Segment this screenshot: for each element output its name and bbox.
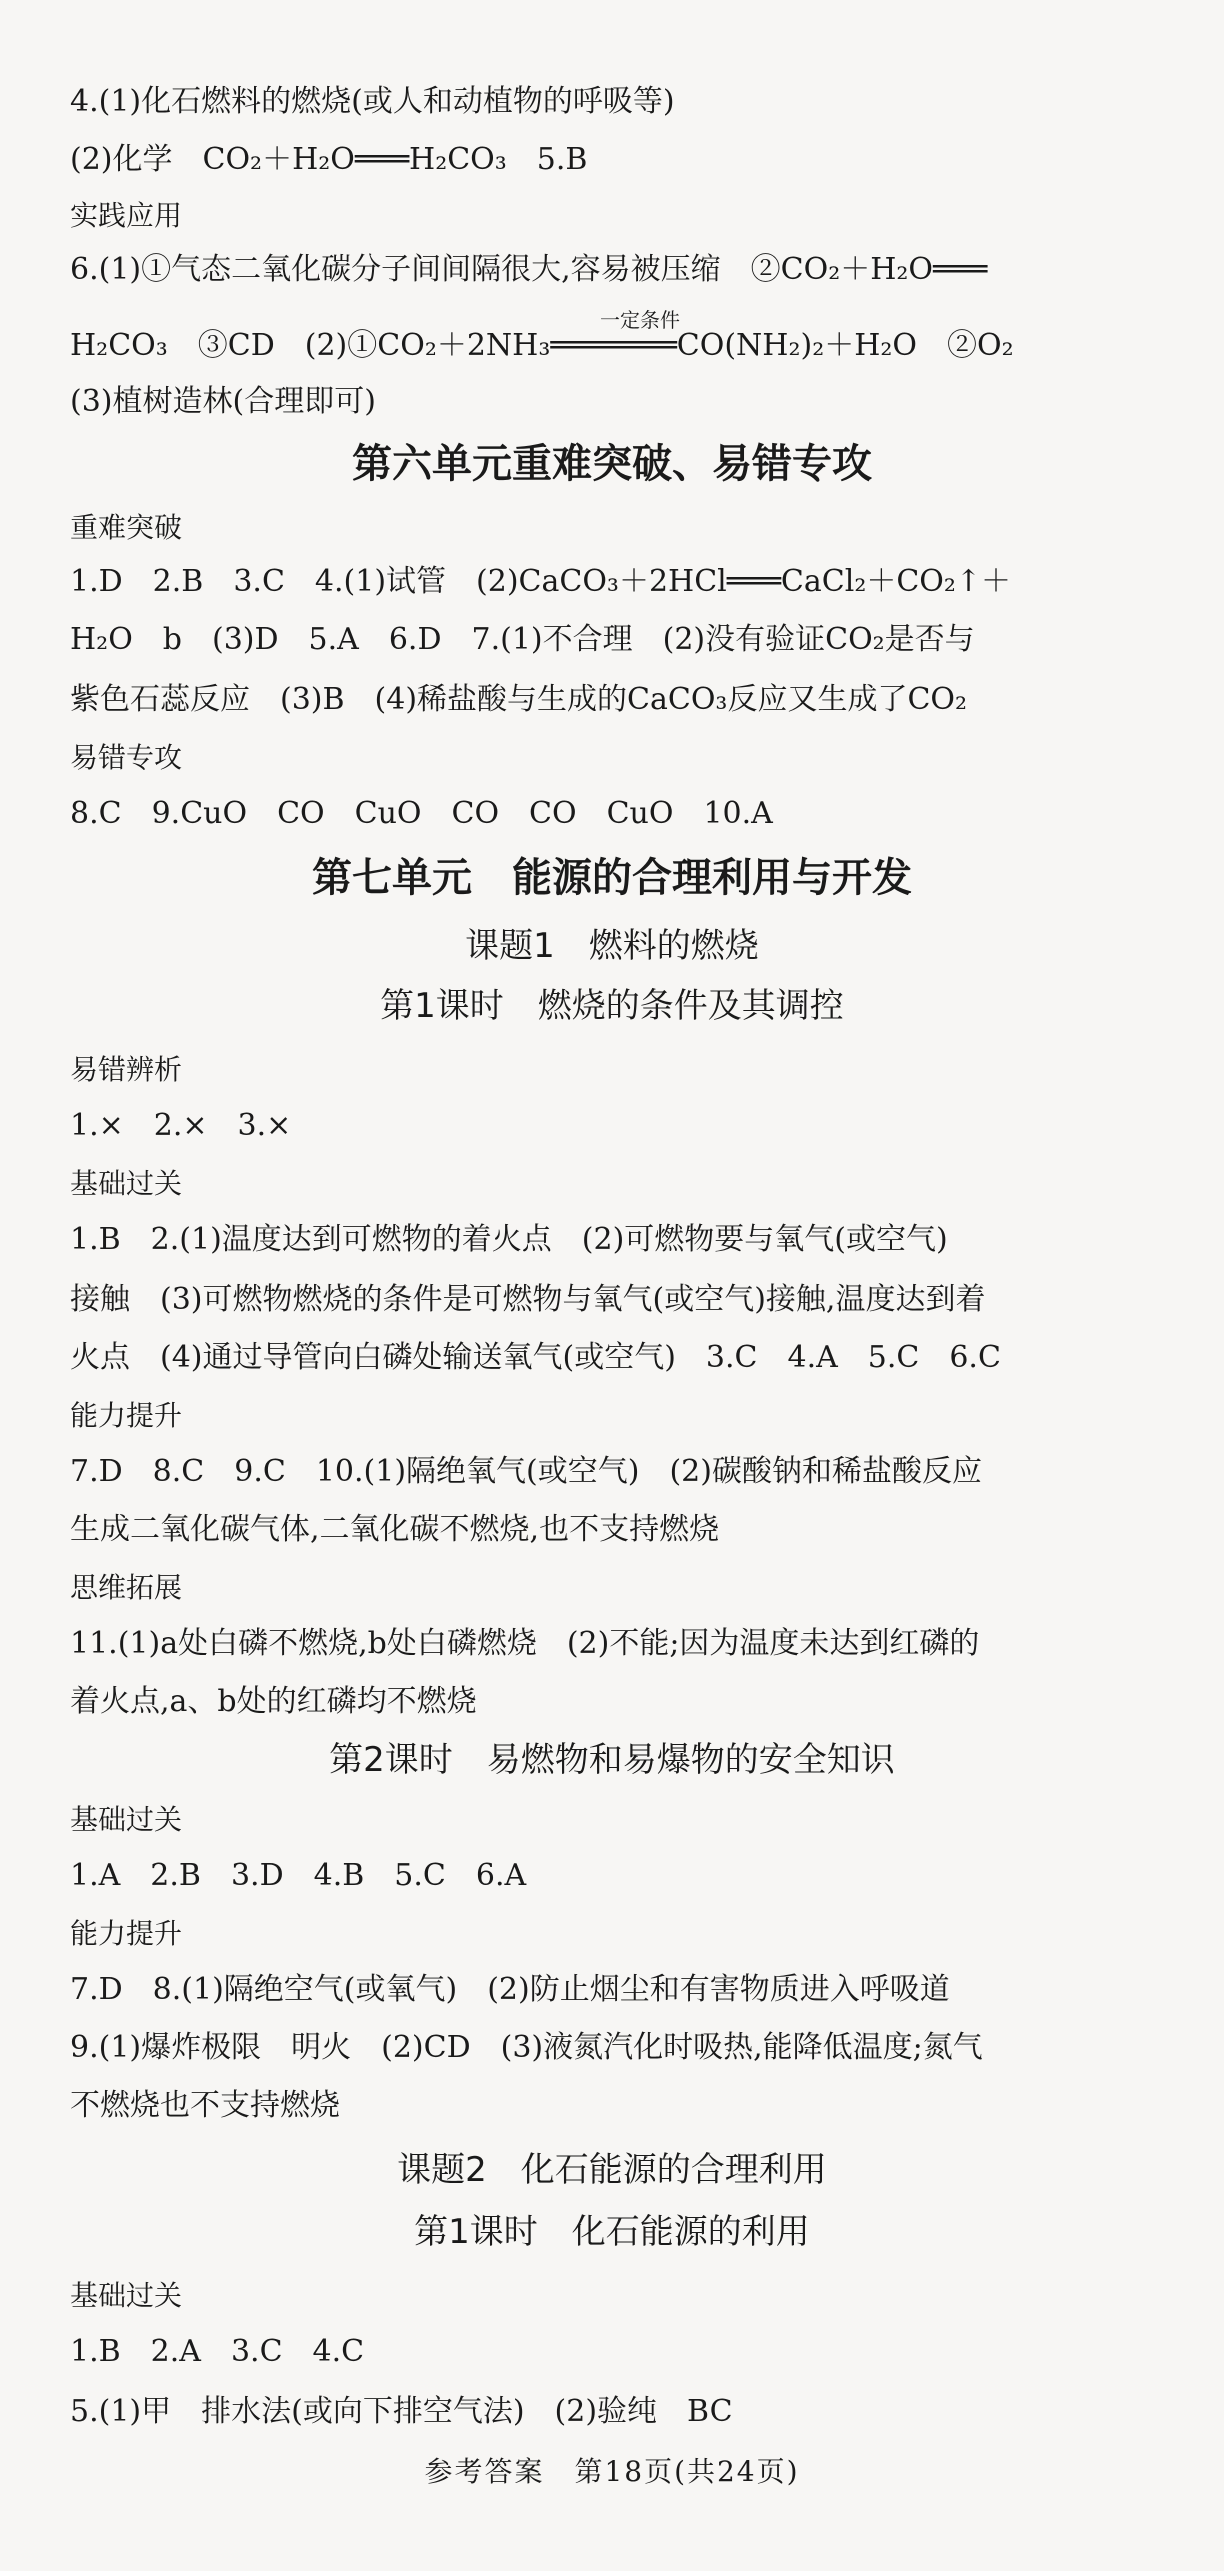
answer-line: 6.(1)①气态二氧化碳分子间间隔很大,容易被压缩 ②CO₂＋H₂O═══	[70, 252, 988, 287]
section-heading: 思维拓展	[70, 1571, 183, 1604]
answer-line: 1.A 2.B 3.D 4.B 5.C 6.A	[70, 1858, 527, 1893]
answer-line: 7.D 8.C 9.C 10.(1)隔绝氧气(或空气) (2)碳酸钠和稀盐酸反应	[70, 1454, 982, 1489]
answer-line: 9.(1)爆炸极限 明火 (2)CD (3)液氮汽化时吸热,能降低温度;氮气	[70, 2030, 983, 2065]
answer-line: H₂CO₃ ③CD (2)①CO₂＋2NH₃═══════CO(NH₂)₂＋H₂O ②O₂	[70, 328, 1014, 363]
answer-line: 8.C 9.CuO CO CuO CO CO CuO 10.A	[70, 796, 773, 831]
answer-line: 紫色石蕊反应 (3)B (4)稀盐酸与生成的CaCO₃反应又生成了CO₂	[70, 682, 968, 717]
section-heading: 实践应用	[70, 199, 183, 232]
section-heading: 基础过关	[70, 1167, 183, 1200]
section-heading: 能力提升	[70, 1399, 183, 1432]
section-heading: 基础过关	[70, 2279, 183, 2312]
answer-line: 4.(1)化石燃料的燃烧(或人和动植物的呼吸等)	[70, 84, 675, 119]
period-heading: 第2课时 易燃物和易爆物的安全知识	[329, 1740, 895, 1780]
answer-line: 1.B 2.(1)温度达到可燃物的着火点 (2)可燃物要与氧气(或空气)	[70, 1222, 948, 1257]
reaction-condition: 一定条件	[600, 308, 680, 332]
section-heading: 易错专攻	[70, 741, 183, 774]
answer-line: 1.D 2.B 3.C 4.(1)试管 (2)CaCO₃＋2HCl═══CaCl₂＋CO₂↑＋	[70, 564, 1012, 599]
answer-line: 接触 (3)可燃物燃烧的条件是可燃物与氧气(或空气)接触,温度达到着	[70, 1282, 986, 1317]
answer-line: 5.(1)甲 排水法(或向下排空气法) (2)验纯 BC	[70, 2394, 733, 2429]
answer-line: 1.B 2.A 3.C 4.C	[70, 2334, 365, 2369]
period-heading: 第1课时 燃烧的条件及其调控	[380, 986, 844, 1026]
period-heading: 第1课时 化石能源的利用	[414, 2212, 810, 2252]
answer-line: (3)植树造林(合理即可)	[70, 384, 376, 419]
answer-line: H₂O b (3)D 5.A 6.D 7.(1)不合理 (2)没有验证CO₂是否与	[70, 622, 975, 657]
section-heading: 基础过关	[70, 1803, 183, 1836]
answer-line: 11.(1)a处白磷不燃烧,b处白磷燃烧 (2)不能;因为温度未达到红磷的	[70, 1626, 980, 1661]
lesson-heading: 课题2 化石能源的合理利用	[397, 2150, 827, 2190]
page-footer: 参考答案 第18页(共24页)	[424, 2455, 800, 2488]
answer-line: (2)化学 CO₂＋H₂O═══H₂CO₃ 5.B	[70, 142, 588, 177]
section-heading: 易错辨析	[70, 1053, 183, 1086]
answer-line: 着火点,a、b处的红磷均不燃烧	[70, 1684, 477, 1719]
lesson-heading: 课题1 燃料的燃烧	[465, 926, 759, 966]
answer-line: 生成二氧化碳气体,二氧化碳不燃烧,也不支持燃烧	[70, 1512, 720, 1547]
answer-line: 不燃烧也不支持燃烧	[70, 2088, 340, 2123]
answer-line: 火点 (4)通过导管向白磷处输送氧气(或空气) 3.C 4.A 5.C 6.C	[70, 1340, 1001, 1375]
section-heading: 能力提升	[70, 1917, 183, 1950]
unit-heading: 第六单元重难突破、易错专攻	[352, 441, 872, 487]
unit-heading: 第七单元 能源的合理利用与开发	[312, 855, 912, 901]
answer-line: 7.D 8.(1)隔绝空气(或氧气) (2)防止烟尘和有害物质进入呼吸道	[70, 1972, 950, 2007]
section-heading: 重难突破	[70, 511, 183, 544]
answer-line: 1.× 2.× 3.×	[70, 1108, 292, 1143]
